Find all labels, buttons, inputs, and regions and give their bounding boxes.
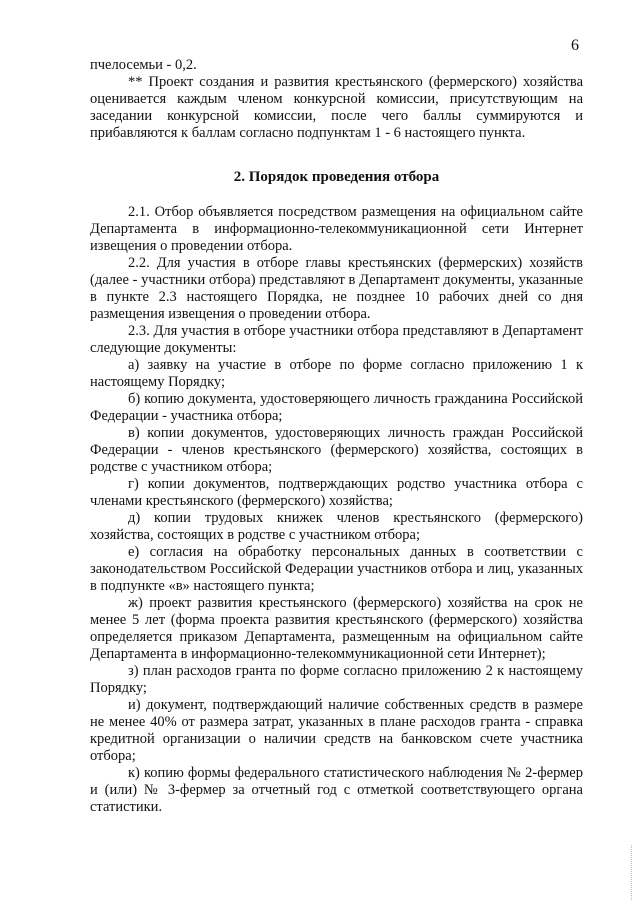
- list-item-v: в) копии документов, удостоверяющих личность граждан Российской Федерации - членов крестьянского (фермерского) хозяйства, состоящих в родстве с участником отбора;: [90, 425, 583, 475]
- document-body: [90, 57, 583, 816]
- list-item-b: б) копию документа, удостоверяющего личность гражданина Российской Федерации - участника отбора;: [90, 391, 583, 424]
- paragraph-2-2: 2.2. Для участия в отборе главы крестьянских (фермерских) хозяйств (далее - участники отбора) представляют в Департамент документы, указанные в пункте 2.3 настоящего Порядка, не позднее 10 рабочих дней со дня размещения извещения о проведении отбора.: [90, 255, 583, 322]
- scan-edge-mark: [631, 845, 634, 900]
- paragraph-2-1: 2.1. Отбор объявляется посредством размещения на официальном сайте Департамента в информационно-телекоммуникационной сети Интернет извещения о проведении отбора.: [90, 204, 583, 254]
- list-item-zh: ж) проект развития крестьянского (фермерского) хозяйства на срок не менее 5 лет (форма проекта развития крестьянского (фермерского) хозяйства определяется приказом Департамента, размещенным на официальном сайте Департамента в информационно-телекоммуникационной сети Интернет);: [90, 595, 583, 662]
- list-item-k: к) копию формы федерального статистического наблюдения № 2-фермер и (или) № 3-фермер за отчетный год с отметкой соответствующего органа статистики.: [90, 765, 583, 815]
- list-item-i: и) документ, подтверждающий наличие собственных средств в размере не менее 40% от размера затрат, указанных в плане расходов гранта - справка кредитной организации о наличии средств на банковском счете участника отбора;: [90, 697, 583, 764]
- paragraph-2-3: 2.3. Для участия в отборе участники отбора представляют в Департамент следующие документы:: [90, 323, 583, 356]
- page-number: 6: [571, 37, 579, 54]
- list-item-z: з) план расходов гранта по форме согласно приложению 2 к настоящему Порядку;: [90, 663, 583, 696]
- list-item-a: а) заявку на участие в отборе по форме согласно приложению 1 к настоящему Порядку;: [90, 357, 583, 390]
- intro-note: ** Проект создания и развития крестьянского (фермерского) хозяйства оценивается каждым членом конкурсной комиссии, присутствующим на заседании конкурсной комиссии, после чего баллы суммируются и прибавляются к баллам согласно подпунктам 1 - 6 настоящего пункта.: [90, 74, 583, 141]
- list-item-e: е) согласия на обработку персональных данных в соответствии с законодательством Российской Федерации участников отбора и лиц, указанных в подпункте «в» настоящего пункта;: [90, 544, 583, 594]
- list-item-d: д) копии трудовых книжек членов крестьянского (фермерского) хозяйства, состоящих в родстве с участником отбора;: [90, 510, 583, 543]
- section-title: 2. Порядок проведения отбора: [233, 169, 440, 185]
- intro-line: пчелосемьи - 0,2.: [90, 57, 197, 73]
- list-item-g: г) копии документов, подтверждающих родство участника отбора с членами крестьянского (фермерского) хозяйства;: [90, 476, 583, 509]
